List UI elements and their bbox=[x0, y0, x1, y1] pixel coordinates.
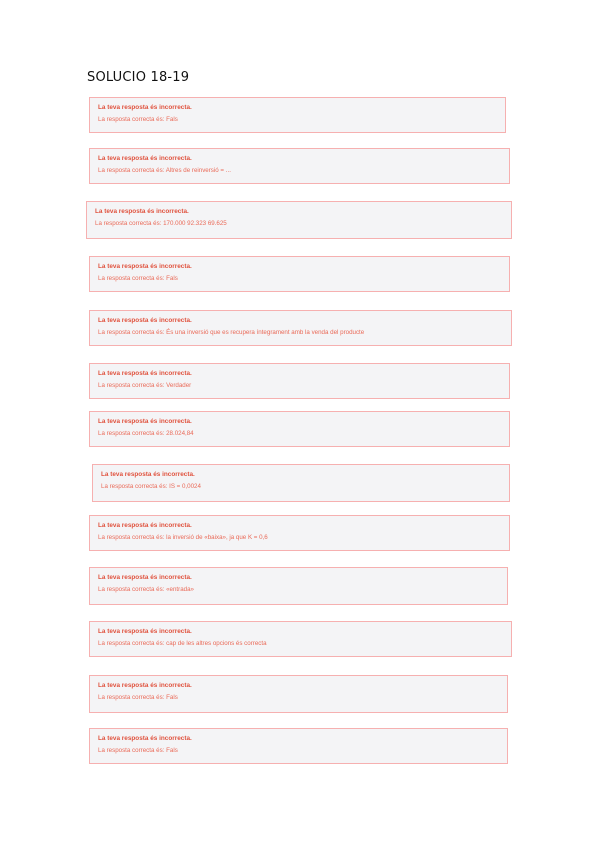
feedback-card bbox=[89, 310, 512, 346]
feedback-card bbox=[89, 256, 510, 292]
feedback-heading: La teva resposta és incorrecta. bbox=[98, 418, 192, 425]
feedback-heading: La teva resposta és incorrecta. bbox=[98, 682, 192, 689]
feedback-heading: La teva resposta és incorrecta. bbox=[98, 317, 192, 324]
correct-answer: La resposta correcta és: «entrada» bbox=[98, 586, 194, 593]
feedback-heading: La teva resposta és incorrecta. bbox=[98, 628, 192, 635]
feedback-card bbox=[89, 515, 510, 551]
feedback-heading: La teva resposta és incorrecta. bbox=[98, 155, 192, 162]
feedback-heading: La teva resposta és incorrecta. bbox=[98, 735, 192, 742]
correct-answer: La resposta correcta és: Fals bbox=[98, 116, 178, 123]
correct-answer: La resposta correcta és: 170.000 92.323 69.625 bbox=[95, 220, 227, 227]
feedback-heading: La teva resposta és incorrecta. bbox=[98, 522, 192, 529]
correct-answer: La resposta correcta és: És una inversió que es recupera íntegrament amb la venda del producte bbox=[98, 329, 365, 336]
correct-answer: La resposta correcta és: Fals bbox=[98, 275, 178, 282]
correct-answer: La resposta correcta és: cap de les altres opcions és correcta bbox=[98, 640, 267, 647]
correct-answer: La resposta correcta és: Fals bbox=[98, 694, 178, 701]
feedback-card bbox=[86, 201, 512, 239]
feedback-card bbox=[89, 567, 508, 605]
correct-answer: La resposta correcta és: Fals bbox=[98, 747, 178, 754]
feedback-heading: La teva resposta és incorrecta. bbox=[101, 471, 195, 478]
correct-answer: La resposta correcta és: 28.024,84 bbox=[98, 430, 194, 437]
feedback-card bbox=[89, 728, 508, 764]
correct-answer: La resposta correcta és: Altres de reinversió = ... bbox=[98, 167, 231, 174]
feedback-heading: La teva resposta és incorrecta. bbox=[98, 370, 192, 377]
correct-answer: La resposta correcta és: la inversió de «baixa», ja que K = 0,6 bbox=[98, 534, 268, 541]
correct-answer: La resposta correcta és: IS = 0,0024 bbox=[101, 483, 201, 490]
feedback-card bbox=[89, 97, 506, 133]
feedback-card bbox=[89, 148, 510, 184]
feedback-heading: La teva resposta és incorrecta. bbox=[95, 208, 189, 215]
feedback-card bbox=[89, 363, 510, 399]
feedback-card bbox=[89, 675, 508, 713]
feedback-card bbox=[92, 464, 510, 502]
correct-answer: La resposta correcta és: Verdader bbox=[98, 382, 192, 389]
feedback-heading: La teva resposta és incorrecta. bbox=[98, 574, 192, 581]
feedback-card bbox=[89, 621, 512, 657]
feedback-heading: La teva resposta és incorrecta. bbox=[98, 263, 192, 270]
feedback-heading: La teva resposta és incorrecta. bbox=[98, 104, 192, 111]
feedback-card bbox=[89, 411, 510, 447]
page-title: SOLUCIO 18-19 bbox=[87, 70, 190, 85]
